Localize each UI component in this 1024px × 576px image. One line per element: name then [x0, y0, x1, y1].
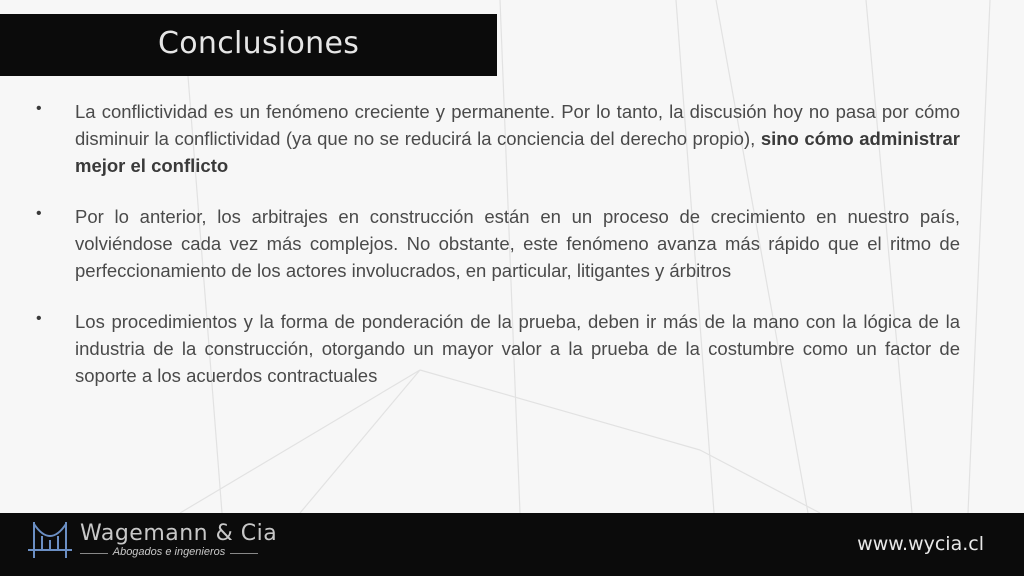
bullet-marker: • — [36, 205, 42, 222]
bullet-marker: • — [36, 100, 42, 117]
bullet-text: Los procedimientos y la forma de ponderación de la prueba, deben ir más de la mano con la lógica de la industria de la construcción, otorgando un mayor valor a la prueba de la costumbre como un factor de soporte a los acuerdos contractuales — [75, 311, 960, 386]
bullet-item — [36, 308, 960, 389]
brand-tagline: Abogados e ingenieros — [80, 546, 258, 558]
website-link[interactable]: www.wycia.cl — [857, 533, 984, 555]
brand-name: Wagemann & Cia — [80, 521, 278, 546]
bullet-item — [36, 203, 960, 284]
bullet-text-regular: La conflictividad es un fenómeno creciente y permanente. Por lo tanto, la discusión hoy no pasa por cómo disminuir la conflictividad (ya que no se reducirá la conciencia del derecho propio), — [75, 101, 960, 149]
bullet-text — [75, 98, 960, 179]
bullet-marker: • — [36, 310, 42, 327]
slide-title: Conclusiones — [158, 26, 360, 61]
bullet-text-emphasis: sino cómo administrar mejor el conflicto — [75, 128, 960, 176]
bullet-item — [36, 98, 960, 179]
bullet-text: Por lo anterior, los arbitrajes en construcción están en un proceso de crecimiento en nuestro país, volviéndose cada vez más complejos. No obstante, este fenómeno avanza más rápido que el ritmo de perfeccionamiento de los actores involucrados, en particular, litigantes y árbitros — [75, 206, 960, 281]
bridge-icon — [26, 518, 74, 562]
bullet-list — [36, 98, 960, 413]
